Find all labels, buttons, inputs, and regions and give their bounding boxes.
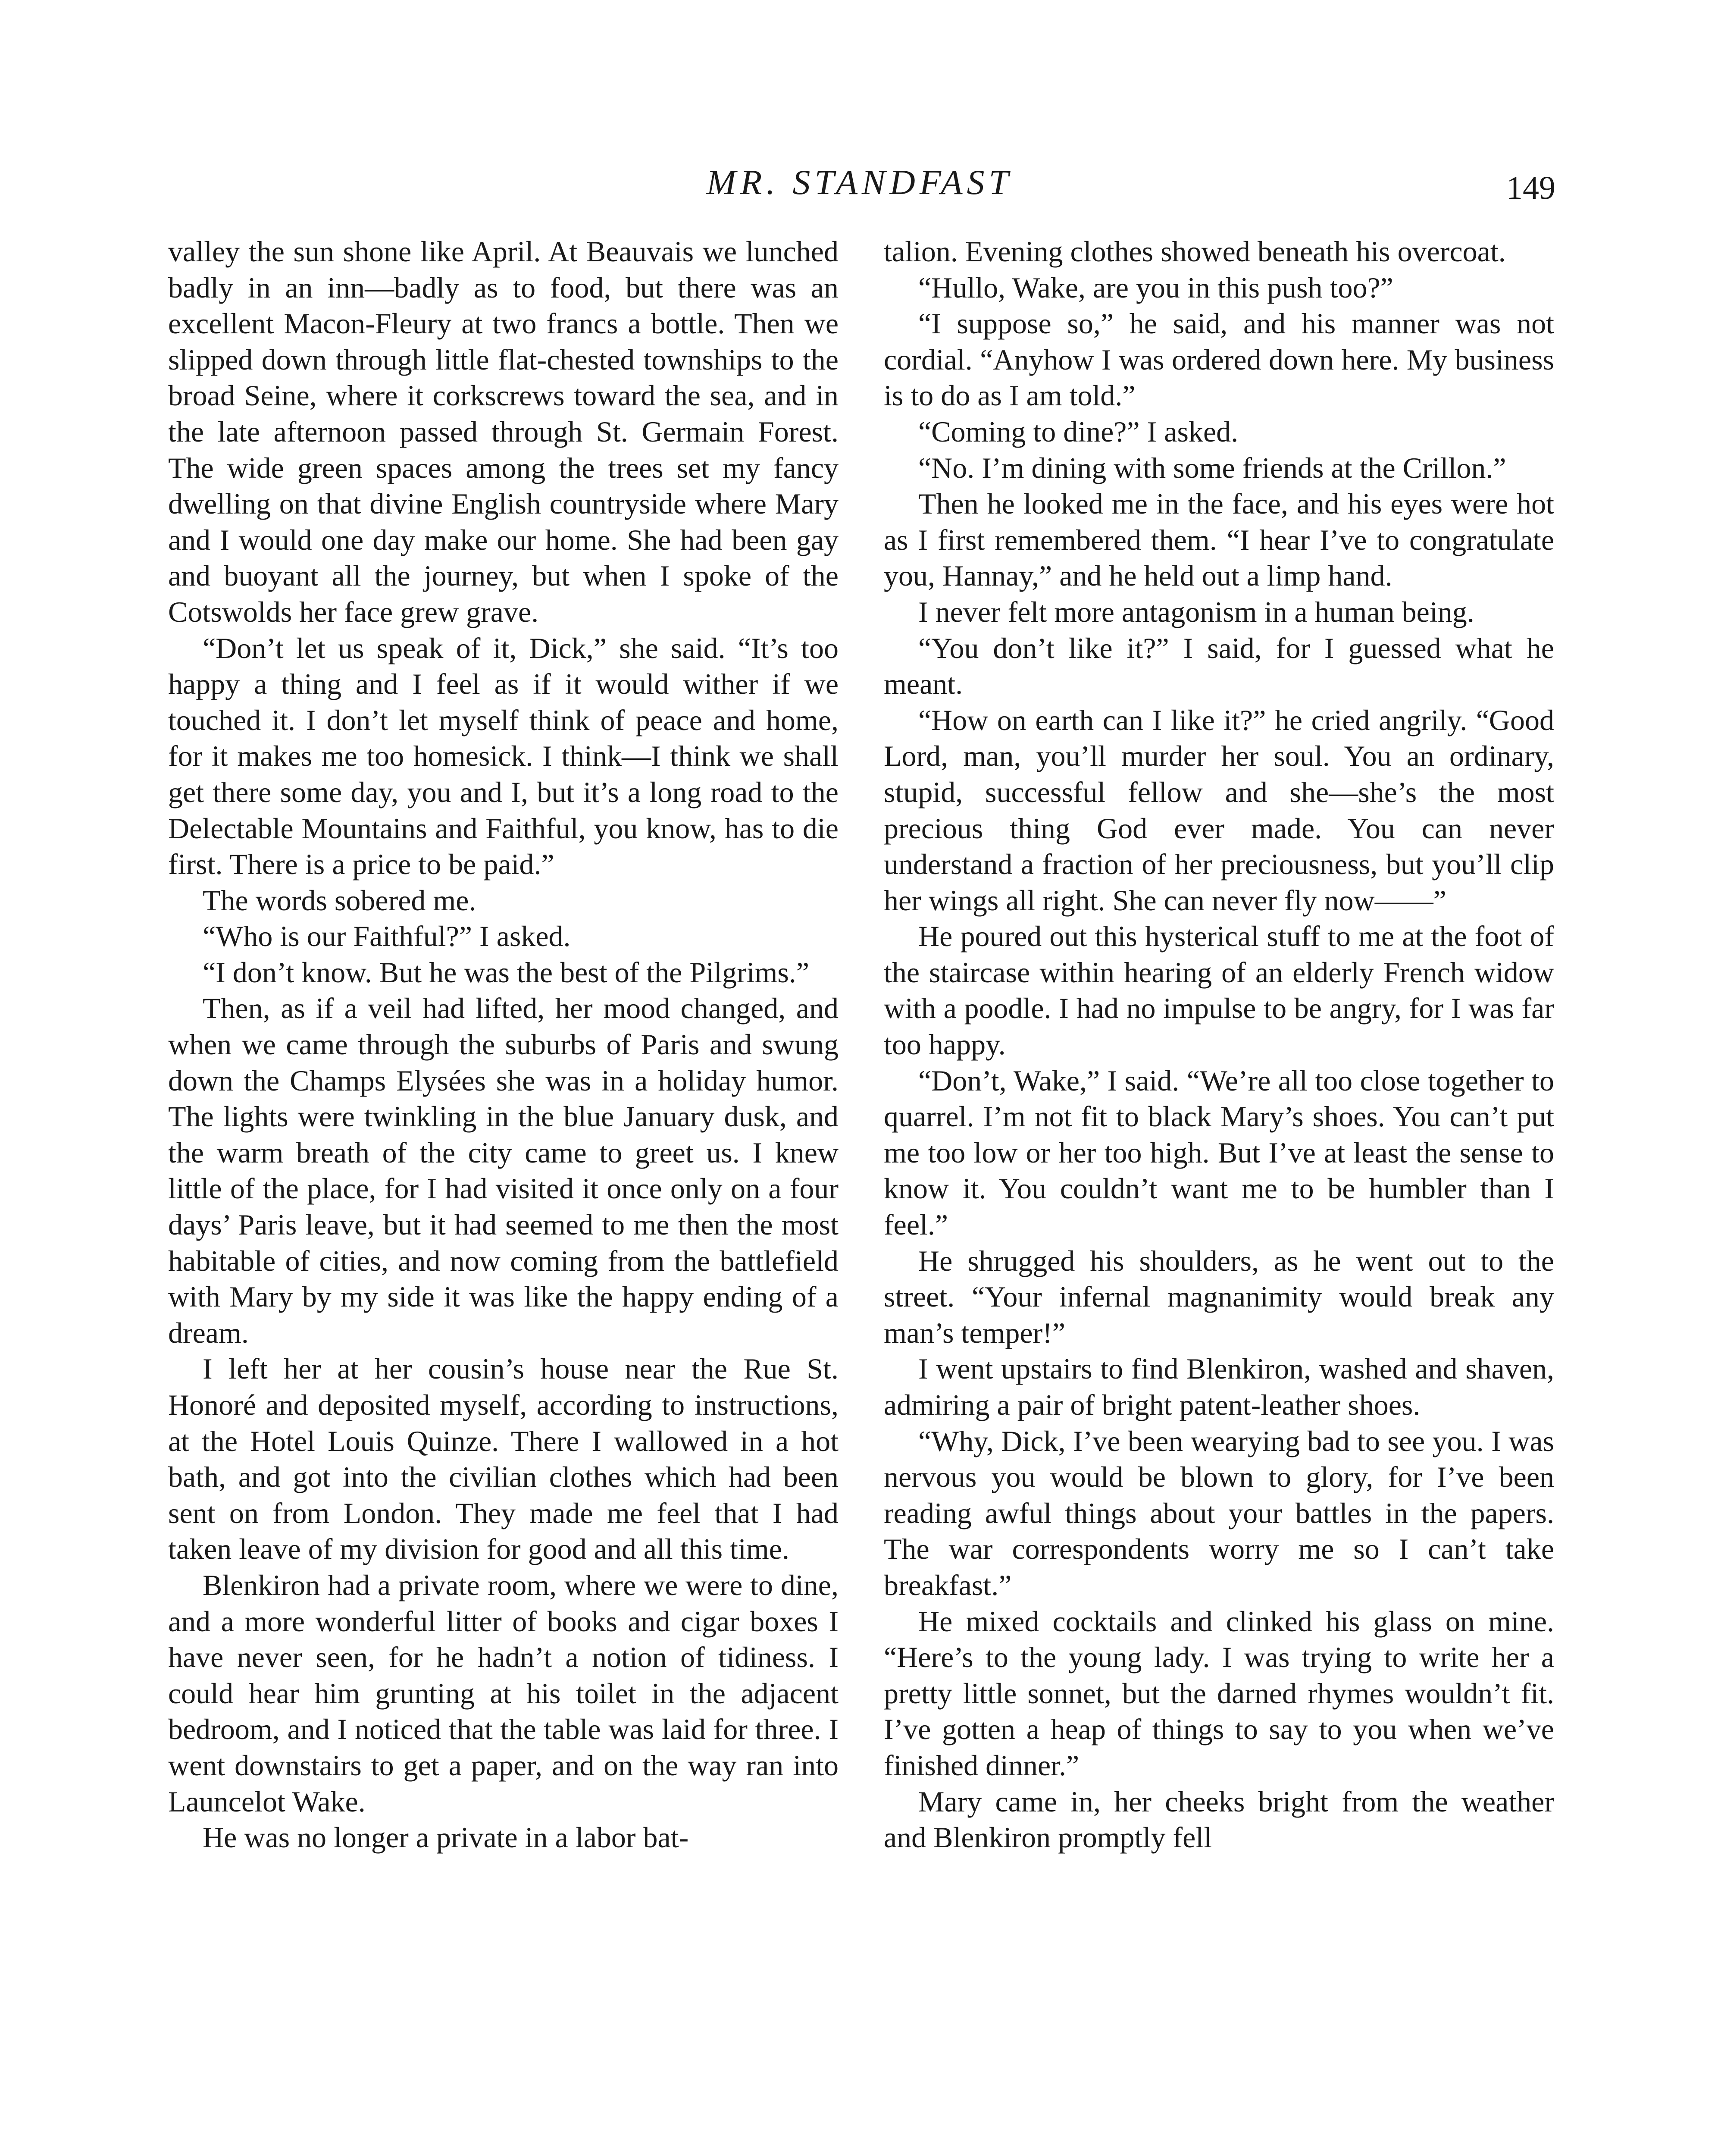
paragraph: talion. Evening clothes showed beneath his overcoat. — [884, 235, 1506, 268]
paragraph: valley the sun shone like April. At Beauvais we lunched badly in an inn—badly as to food, but there was an excellent Macon-Fleury at two francs a bottle. Then we slipped down through little flat-chested townships to the broad Seine, where it corkscrews toward the sea, and in the late afternoon passed through St. Germain Forest. The wide green spaces among the trees set my fancy dwelling on that divine English countryside where Mary and I would one day make our home. She had been gay and buoyant all the journey, but when I spoke of the Cotswolds her face grew grave. — [168, 235, 839, 628]
paragraph: Mary came in, her cheeks bright from the weather and Blenkiron promptly fell — [884, 1785, 1554, 1854]
paragraph: “I don’t know. But he was the best of the Pilgrims.” — [203, 956, 810, 989]
paragraph: “Hullo, Wake, are you in this push too?” — [918, 271, 1393, 304]
paragraph: “Don’t let us speak of it, Dick,” she said. “It’s too happy a thing and I feel as if it would wither if we touched it. I don’t let myself think of peace and home, for it makes me too homesick. I think—I think we shall get there some day, you and I, but it’s a long road to the Delectable Mountains and Faithful, you know, has to die first. There is a price to be paid.” — [168, 631, 839, 881]
paragraph: Then, as if a veil had lifted, her mood changed, and when we came through the suburbs of Paris and swung down the Champs Elysées she was in a holiday humor. The lights were twinkling in the blue January dusk, and the warm breath of the city came to greet us. I knew little of the place, for I had visited it once only on a four days’ Paris leave, but it had seemed to me then the most habitable of cities, and now coming from the battlefield with Mary by my side it was like the happy ending of a dream. — [168, 992, 839, 1349]
paragraph: “How on earth can I like it?” he cried angrily. “Good Lord, man, you’ll murder her soul. You an ordinary, stupid, successful fellow and she—she’s the most precious thing God ever made. You can never understand a fraction of her preciousness, but you’ll clip her wings all right. She can never fly now——” — [884, 703, 1554, 917]
running-title: MR. STANDFAST — [706, 163, 1013, 202]
paragraph: The words sobered me. — [203, 884, 476, 917]
paragraph: He shrugged his shoulders, as he went out to the street. “Your infernal magnanimity would break any man’s temper!” — [884, 1244, 1554, 1349]
paragraph: I went upstairs to find Blenkiron, washed and shaven, admiring a pair of bright patent-leather shoes. — [884, 1352, 1554, 1421]
paragraph: “Who is our Faithful?” I asked. — [203, 920, 571, 953]
paragraph: “Why, Dick, I’ve been wearying bad to see you. I was nervous you would be blown to glory, for I’ve been reading awful things about your battles in the papers. The war correspondents worry me so I can’t take breakfast.” — [884, 1424, 1554, 1601]
paragraph: “You don’t like it?” I said, for I guessed what he meant. — [884, 631, 1554, 701]
page-number: 149 — [1506, 170, 1555, 206]
paragraph: “Coming to dine?” I asked. — [918, 415, 1239, 448]
paragraph: “No. I’m dining with some friends at the Crillon.” — [918, 451, 1506, 484]
right-column — [884, 234, 1554, 2156]
paragraph: Blenkiron had a private room, where we were to dine, and a more wonderful litter of books and cigar boxes I have never seen, for he hadn’t a notion of tidiness. I could hear him grunting at his toilet in the adjacent bedroom, and I noticed that the table was laid for three. I went downstairs to get a paper, and on the way ran into Launcelot Wake. — [168, 1568, 839, 1818]
paragraph: I left her at her cousin’s house near the Rue St. Honoré and deposited myself, according to instructions, at the Hotel Louis Quinze. There I wallowed in a hot bath, and got into the civilian clothes which had been sent on from London. They made me feel that I had taken leave of my division for good and all this time. — [168, 1352, 839, 1566]
paragraph: He poured out this hysterical stuff to me at the foot of the staircase within hearing of an elderly French widow with a poodle. I had no impulse to be angry, for I was far too happy. — [884, 920, 1554, 1061]
page-header — [164, 159, 1555, 210]
left-column — [168, 234, 839, 2156]
paragraph: I never felt more antagonism in a human being. — [918, 595, 1474, 628]
paragraph: “I suppose so,” he said, and his manner was not cordial. “Anyhow I was ordered down here. My business is to do as I am told.” — [884, 307, 1554, 412]
paragraph: Then he looked me in the face, and his eyes were hot as I first remembered them. “I hear I’ve to congratulate you, Hannay,” and he held out a limp hand. — [884, 487, 1554, 592]
paragraph: He mixed cocktails and clinked his glass on mine. “Here’s to the young lady. I was trying to write her a pretty little sonnet, but the darned rhymes wouldn’t fit. I’ve gotten a heap of things to say to you when we’ve finished dinner.” — [884, 1604, 1554, 1782]
paragraph: “Don’t, Wake,” I said. “We’re all too close together to quarrel. I’m not fit to black Mary’s shoes. You can’t put me too low or her too high. But I’ve at least the sense to know it. You couldn’t want me to be humbler than I feel.” — [884, 1064, 1554, 1241]
paragraph: He was no longer a private in a labor bat- — [203, 1821, 689, 1854]
